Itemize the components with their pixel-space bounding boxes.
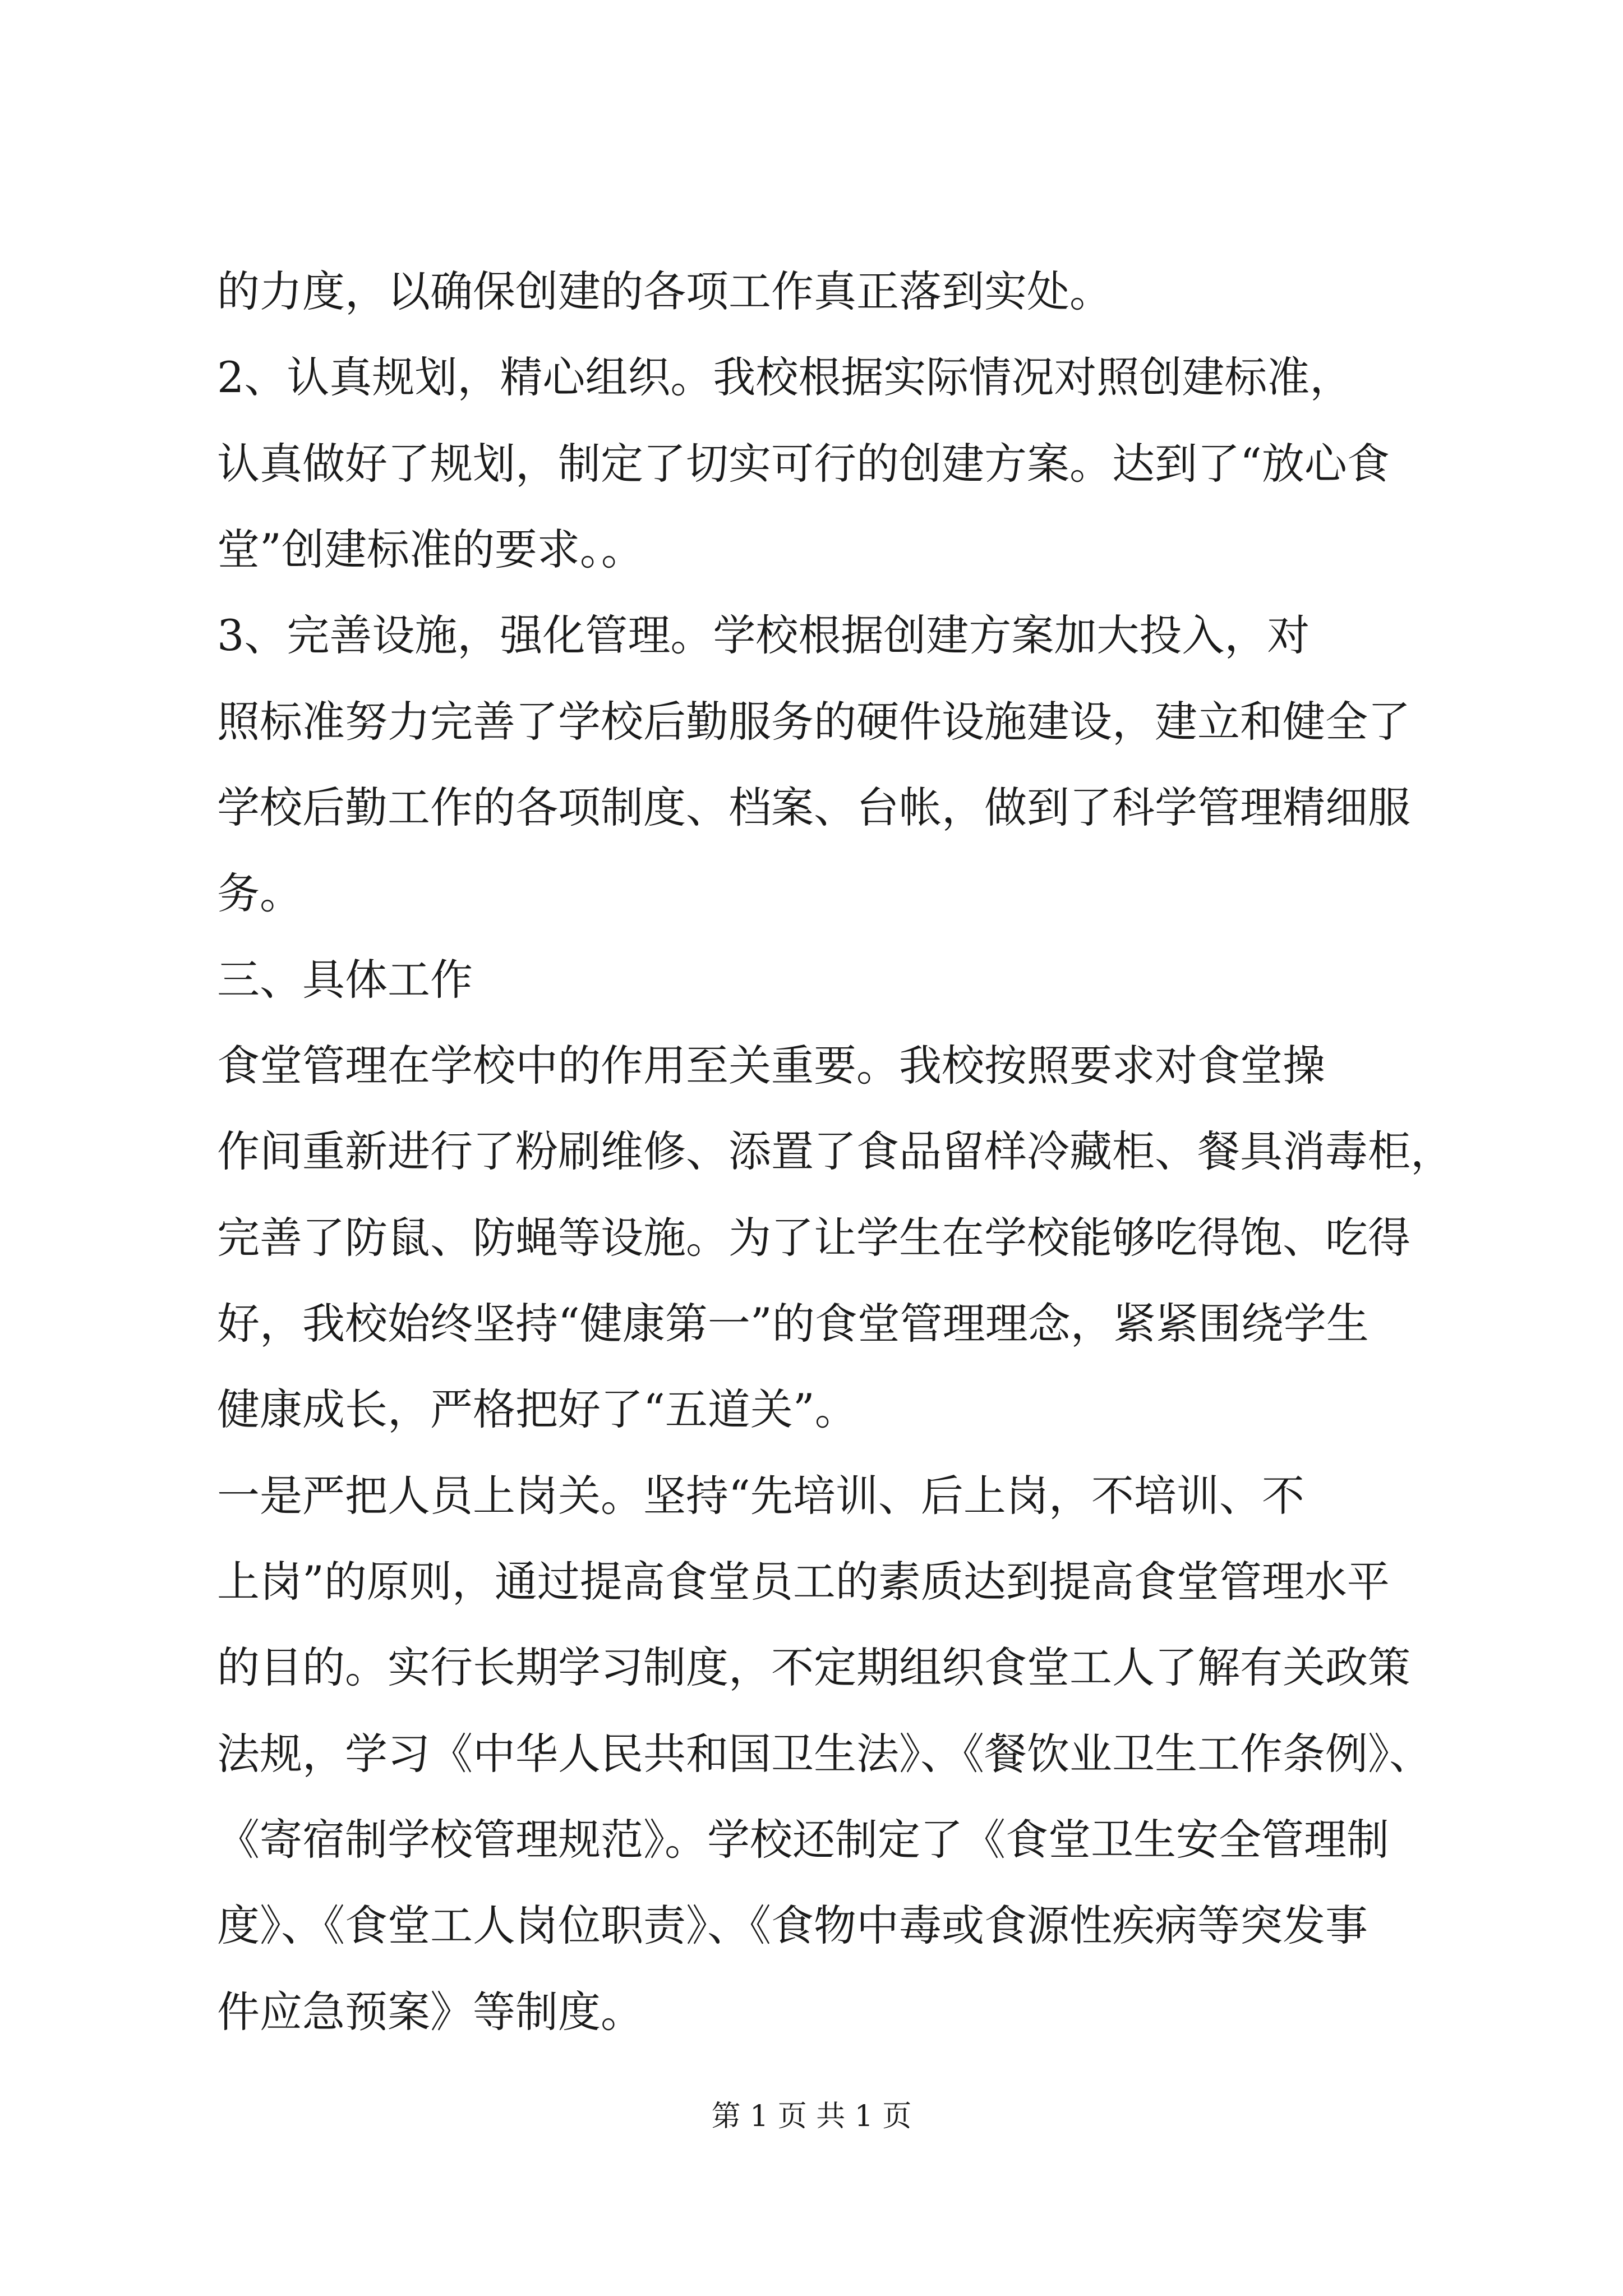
text-line: 堂”创建标准的要求。。	[217, 524, 644, 574]
text-line: 作间重新进行了粉刷维修、添置了食品留样冷藏柜、餐具消毒柜，	[217, 1126, 1453, 1176]
text-line: 法规，学习《中华人民共和国卫生法》、《餐饮业卫生工作条例》、	[217, 1729, 1432, 1779]
text-line: 《寄宿制学校管理规范》。学校还制定了《食堂卫生安全管理制	[217, 1815, 1389, 1865]
text-line: 3、完善设施，强化管理。学校根据创建方案加大投入，对	[217, 610, 1310, 660]
text-line: 照标准努力完善了学校后勤服务的硬件设施建设，建立和健全了	[217, 697, 1410, 747]
text-line: 务。	[217, 868, 302, 918]
text-line: 一是严把人员上岗关。坚持“先培训、后上岗，不培训、不	[217, 1471, 1304, 1521]
page-footer: 第 1 页 共 1 页	[711, 2100, 912, 2133]
text-line: 的力度，以确保创建的各项工作真正落到实处。	[217, 266, 1112, 316]
text-line: 2、认真规划，精心组织。我校根据实际情况对照创建标准，	[217, 352, 1353, 402]
text-line: 食堂管理在学校中的作用至关重要。我校按照要求对食堂操	[217, 1041, 1325, 1091]
text-line: 学校后勤工作的各项制度、档案、台帐，做到了科学管理精细服	[217, 783, 1410, 832]
text-line: 健康成长，严格把好了“五道关”。	[217, 1384, 857, 1434]
section-heading: 三、具体工作	[217, 955, 473, 1005]
text-line: 度》、《食堂工人岗位职责》、《食物中毒或食源性疾病等突发事	[217, 1901, 1368, 1950]
text-line: 上岗”的原则，通过提高食堂员工的素质达到提高食堂管理水平	[217, 1557, 1390, 1607]
text-line: 件应急预案》等制度。	[217, 1987, 643, 2037]
text-line: 认真做好了规划，制定了切实可行的创建方案。达到了“放心食	[217, 439, 1390, 489]
text-line: 好，我校始终坚持“健康第一”的食堂管理理念，紧紧围绕学生	[217, 1299, 1369, 1349]
text-line: 的目的。实行长期学习制度，不定期组织食堂工人了解有关政策	[217, 1642, 1410, 1692]
text-line: 完善了防鼠、防蝇等设施。为了让学生在学校能够吃得饱、吃得	[217, 1213, 1410, 1263]
